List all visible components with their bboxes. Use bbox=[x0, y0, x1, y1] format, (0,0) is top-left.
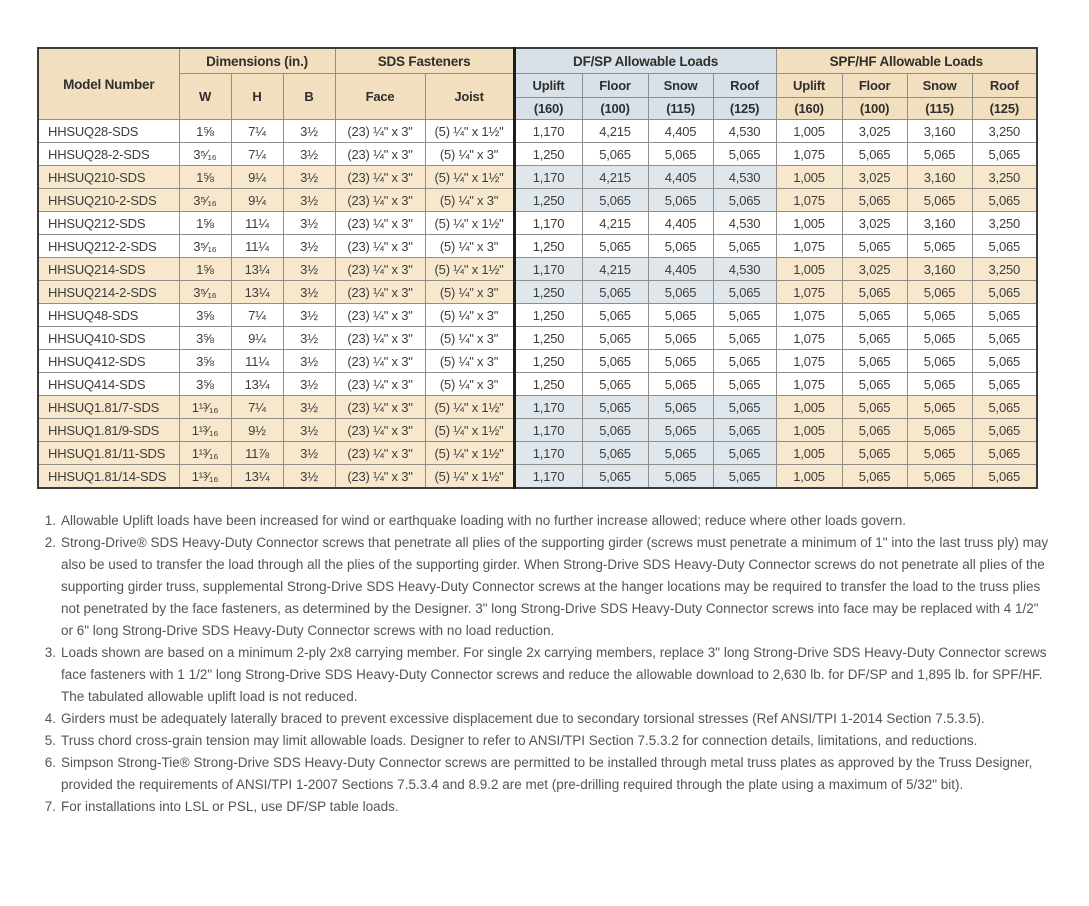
cell-fastener-face: (23) ¼" x 3" bbox=[335, 465, 425, 489]
cell-dfsp-uplift: 1,250 bbox=[514, 143, 582, 166]
cell-model: HHSUQ28-2-SDS bbox=[38, 143, 179, 166]
cell-fastener-face: (23) ¼" x 3" bbox=[335, 419, 425, 442]
cell-dfsp-snow: 5,065 bbox=[648, 189, 713, 212]
cell-dfsp-roof: 5,065 bbox=[713, 189, 776, 212]
cell-dim-b: 3½ bbox=[283, 120, 335, 143]
cell-dim-h: 9½ bbox=[231, 419, 283, 442]
cell-dim-b: 3½ bbox=[283, 465, 335, 489]
header-spfhf-sub-roof: (125) bbox=[972, 98, 1037, 120]
table-body bbox=[38, 120, 1037, 489]
table-row bbox=[38, 373, 1037, 396]
cell-spfhf-snow: 5,065 bbox=[907, 350, 972, 373]
cell-dfsp-roof: 5,065 bbox=[713, 419, 776, 442]
cell-dfsp-snow: 5,065 bbox=[648, 143, 713, 166]
cell-dim-w: 3⁵⁄₁₆ bbox=[179, 189, 231, 212]
cell-dim-b: 3½ bbox=[283, 189, 335, 212]
cell-dfsp-floor: 5,065 bbox=[582, 143, 648, 166]
cell-fastener-face: (23) ¼" x 3" bbox=[335, 396, 425, 419]
footnote bbox=[38, 796, 1050, 818]
load-table-wrap bbox=[37, 47, 1038, 489]
footnote bbox=[38, 708, 1050, 730]
table-row bbox=[38, 281, 1037, 304]
cell-fastener-joist: (5) ¼" x 3" bbox=[425, 235, 514, 258]
cell-spfhf-floor: 3,025 bbox=[842, 120, 907, 143]
header-group-dfsp-loads: DF/SP Allowable Loads bbox=[514, 48, 776, 74]
table-row bbox=[38, 189, 1037, 212]
cell-spfhf-uplift: 1,005 bbox=[776, 419, 842, 442]
cell-spfhf-floor: 5,065 bbox=[842, 189, 907, 212]
cell-dim-b: 3½ bbox=[283, 212, 335, 235]
cell-dfsp-floor: 5,065 bbox=[582, 350, 648, 373]
cell-dfsp-uplift: 1,250 bbox=[514, 281, 582, 304]
cell-dim-b: 3½ bbox=[283, 373, 335, 396]
cell-model: HHSUQ212-SDS bbox=[38, 212, 179, 235]
cell-spfhf-floor: 5,065 bbox=[842, 327, 907, 350]
header-dfsp-sub-uplift: (160) bbox=[514, 98, 582, 120]
cell-spfhf-roof: 3,250 bbox=[972, 258, 1037, 281]
cell-dim-h: 9¼ bbox=[231, 166, 283, 189]
cell-spfhf-floor: 5,065 bbox=[842, 373, 907, 396]
cell-spfhf-uplift: 1,075 bbox=[776, 327, 842, 350]
cell-dfsp-floor: 4,215 bbox=[582, 212, 648, 235]
cell-fastener-joist: (5) ¼" x 1½" bbox=[425, 442, 514, 465]
cell-fastener-joist: (5) ¼" x 1½" bbox=[425, 120, 514, 143]
cell-dfsp-floor: 5,065 bbox=[582, 465, 648, 489]
table-row bbox=[38, 350, 1037, 373]
cell-dfsp-roof: 5,065 bbox=[713, 350, 776, 373]
cell-spfhf-roof: 3,250 bbox=[972, 166, 1037, 189]
header-dfsp-sub-snow: (115) bbox=[648, 98, 713, 120]
cell-dfsp-floor: 5,065 bbox=[582, 189, 648, 212]
cell-spfhf-uplift: 1,075 bbox=[776, 350, 842, 373]
footnote-number: 2. bbox=[44, 535, 56, 550]
cell-dim-w: 3⅝ bbox=[179, 350, 231, 373]
cell-spfhf-roof: 5,065 bbox=[972, 189, 1037, 212]
cell-spfhf-snow: 3,160 bbox=[907, 120, 972, 143]
header-spfhf-sub-uplift: (160) bbox=[776, 98, 842, 120]
table-header bbox=[38, 48, 1037, 120]
cell-spfhf-roof: 3,250 bbox=[972, 120, 1037, 143]
cell-dfsp-snow: 5,065 bbox=[648, 373, 713, 396]
cell-dim-w: 3⁵⁄₁₆ bbox=[179, 281, 231, 304]
cell-dim-b: 3½ bbox=[283, 327, 335, 350]
cell-dim-w: 1⅝ bbox=[179, 120, 231, 143]
cell-dfsp-snow: 4,405 bbox=[648, 212, 713, 235]
cell-spfhf-snow: 5,065 bbox=[907, 396, 972, 419]
cell-fastener-joist: (5) ¼" x 3" bbox=[425, 304, 514, 327]
table-row bbox=[38, 166, 1037, 189]
cell-fastener-face: (23) ¼" x 3" bbox=[335, 327, 425, 350]
cell-fastener-face: (23) ¼" x 3" bbox=[335, 442, 425, 465]
cell-dfsp-snow: 5,065 bbox=[648, 281, 713, 304]
header-group-spfhf-loads: SPF/HF Allowable Loads bbox=[776, 48, 1037, 74]
cell-dim-b: 3½ bbox=[283, 258, 335, 281]
cell-spfhf-snow: 5,065 bbox=[907, 419, 972, 442]
cell-dfsp-floor: 4,215 bbox=[582, 166, 648, 189]
cell-spfhf-uplift: 1,005 bbox=[776, 166, 842, 189]
header-spfhf-floor: Floor bbox=[842, 74, 907, 98]
cell-spfhf-roof: 5,065 bbox=[972, 235, 1037, 258]
cell-spfhf-snow: 5,065 bbox=[907, 327, 972, 350]
footnote bbox=[38, 752, 1050, 796]
cell-fastener-face: (23) ¼" x 3" bbox=[335, 166, 425, 189]
cell-dim-w: 1¹³⁄₁₆ bbox=[179, 396, 231, 419]
cell-dfsp-uplift: 1,170 bbox=[514, 120, 582, 143]
cell-spfhf-uplift: 1,005 bbox=[776, 258, 842, 281]
cell-dfsp-snow: 5,065 bbox=[648, 235, 713, 258]
cell-fastener-joist: (5) ¼" x 3" bbox=[425, 281, 514, 304]
cell-dfsp-snow: 5,065 bbox=[648, 304, 713, 327]
cell-spfhf-floor: 5,065 bbox=[842, 281, 907, 304]
cell-dim-w: 3⁵⁄₁₆ bbox=[179, 235, 231, 258]
header-model-number: Model Number bbox=[38, 48, 179, 120]
cell-spfhf-roof: 5,065 bbox=[972, 419, 1037, 442]
footnote-number: 5. bbox=[44, 733, 56, 748]
cell-dim-b: 3½ bbox=[283, 166, 335, 189]
footnote bbox=[38, 730, 1050, 752]
cell-spfhf-uplift: 1,075 bbox=[776, 189, 842, 212]
cell-spfhf-floor: 3,025 bbox=[842, 166, 907, 189]
footnote-number: 3. bbox=[44, 645, 56, 660]
header-group-sds-fasteners: SDS Fasteners bbox=[335, 48, 514, 74]
footnote-text: Simpson Strong-Tie® Strong-Drive SDS Heavy-Duty Connector screws are permitted to be installed through metal truss plates as approved by the Truss Designer, provided the requirements of ANSI/TPI 1-2007 Sections 7.5.3.4 and 8.9.2 are met (pre-drilling required through the plate using a maximum of 5/32" bit). bbox=[61, 755, 1033, 792]
cell-fastener-joist: (5) ¼" x 1½" bbox=[425, 258, 514, 281]
header-spfhf-sub-floor: (100) bbox=[842, 98, 907, 120]
cell-spfhf-roof: 5,065 bbox=[972, 304, 1037, 327]
cell-dfsp-uplift: 1,170 bbox=[514, 212, 582, 235]
header-dfsp-uplift: Uplift bbox=[514, 74, 582, 98]
header-group-dimensions: Dimensions (in.) bbox=[179, 48, 335, 74]
cell-spfhf-uplift: 1,005 bbox=[776, 212, 842, 235]
cell-spfhf-roof: 5,065 bbox=[972, 350, 1037, 373]
table-row bbox=[38, 120, 1037, 143]
cell-dfsp-snow: 5,065 bbox=[648, 442, 713, 465]
cell-spfhf-floor: 5,065 bbox=[842, 143, 907, 166]
cell-dfsp-uplift: 1,170 bbox=[514, 396, 582, 419]
cell-dim-w: 3⅝ bbox=[179, 304, 231, 327]
cell-dfsp-floor: 5,065 bbox=[582, 419, 648, 442]
cell-fastener-joist: (5) ¼" x 3" bbox=[425, 373, 514, 396]
cell-dfsp-uplift: 1,250 bbox=[514, 373, 582, 396]
allowable-loads-table bbox=[37, 47, 1038, 489]
cell-model: HHSUQ48-SDS bbox=[38, 304, 179, 327]
cell-model: HHSUQ210-SDS bbox=[38, 166, 179, 189]
cell-dfsp-floor: 5,065 bbox=[582, 442, 648, 465]
header-col-h: H bbox=[231, 74, 283, 120]
cell-spfhf-roof: 5,065 bbox=[972, 143, 1037, 166]
cell-dfsp-snow: 5,065 bbox=[648, 419, 713, 442]
cell-spfhf-roof: 5,065 bbox=[972, 396, 1037, 419]
header-spfhf-snow: Snow bbox=[907, 74, 972, 98]
table-row bbox=[38, 327, 1037, 350]
cell-spfhf-roof: 3,250 bbox=[972, 212, 1037, 235]
cell-dim-h: 11⅞ bbox=[231, 442, 283, 465]
cell-spfhf-snow: 5,065 bbox=[907, 189, 972, 212]
cell-dim-w: 1¹³⁄₁₆ bbox=[179, 419, 231, 442]
cell-fastener-face: (23) ¼" x 3" bbox=[335, 189, 425, 212]
cell-fastener-joist: (5) ¼" x 3" bbox=[425, 327, 514, 350]
header-spfhf-roof: Roof bbox=[972, 74, 1037, 98]
footnote-text: Strong-Drive® SDS Heavy-Duty Connector screws that penetrate all plies of the supporting girder (screws must penetrate a minimum of 1" into the last truss ply) may also be used to transfer the load through all the plies of the supporting girder. When Strong-Drive SDS Heavy-Duty Connector screws do not penetrate all plies of the supporting girder truss, supplemental Strong-Drive SDS Heavy-Duty Connector screws at the hanger locations may be required to transfer the load to the truss plies not penetrated by the face fasteners, as determined by the Designer. 3" long Strong-Drive SDS Heavy-Duty Connector screws into face may be replaced with 4 1/2" or 6" long Strong-Drive SDS Heavy-Duty Connector screws with no load reduction. bbox=[61, 535, 1049, 638]
cell-model: HHSUQ1.81/9-SDS bbox=[38, 419, 179, 442]
table-row bbox=[38, 465, 1037, 489]
cell-fastener-face: (23) ¼" x 3" bbox=[335, 212, 425, 235]
cell-dfsp-snow: 5,065 bbox=[648, 350, 713, 373]
cell-dim-h: 11¼ bbox=[231, 350, 283, 373]
cell-dfsp-uplift: 1,170 bbox=[514, 465, 582, 489]
cell-dim-h: 7¼ bbox=[231, 143, 283, 166]
cell-dim-h: 13¼ bbox=[231, 373, 283, 396]
cell-dfsp-uplift: 1,170 bbox=[514, 258, 582, 281]
cell-dim-h: 13¼ bbox=[231, 465, 283, 489]
table-row bbox=[38, 304, 1037, 327]
cell-dfsp-roof: 5,065 bbox=[713, 235, 776, 258]
cell-dfsp-roof: 5,065 bbox=[713, 396, 776, 419]
table-row bbox=[38, 258, 1037, 281]
cell-fastener-face: (23) ¼" x 3" bbox=[335, 143, 425, 166]
cell-spfhf-uplift: 1,005 bbox=[776, 442, 842, 465]
cell-fastener-joist: (5) ¼" x 1½" bbox=[425, 212, 514, 235]
cell-model: HHSUQ212-2-SDS bbox=[38, 235, 179, 258]
cell-model: HHSUQ412-SDS bbox=[38, 350, 179, 373]
cell-model: HHSUQ1.81/14-SDS bbox=[38, 465, 179, 489]
cell-dim-w: 3⁵⁄₁₆ bbox=[179, 143, 231, 166]
cell-dfsp-floor: 4,215 bbox=[582, 258, 648, 281]
cell-fastener-face: (23) ¼" x 3" bbox=[335, 281, 425, 304]
cell-dfsp-uplift: 1,250 bbox=[514, 350, 582, 373]
header-dfsp-sub-roof: (125) bbox=[713, 98, 776, 120]
cell-dfsp-uplift: 1,250 bbox=[514, 304, 582, 327]
cell-fastener-face: (23) ¼" x 3" bbox=[335, 258, 425, 281]
cell-spfhf-uplift: 1,075 bbox=[776, 143, 842, 166]
cell-dim-b: 3½ bbox=[283, 235, 335, 258]
cell-dfsp-roof: 5,065 bbox=[713, 327, 776, 350]
cell-dim-h: 9¼ bbox=[231, 327, 283, 350]
cell-spfhf-snow: 5,065 bbox=[907, 465, 972, 489]
header-dfsp-roof: Roof bbox=[713, 74, 776, 98]
cell-model: HHSUQ214-SDS bbox=[38, 258, 179, 281]
footnote bbox=[38, 510, 1050, 532]
footnote-number: 4. bbox=[44, 711, 56, 726]
cell-fastener-face: (23) ¼" x 3" bbox=[335, 235, 425, 258]
cell-spfhf-snow: 5,065 bbox=[907, 442, 972, 465]
cell-fastener-joist: (5) ¼" x 3" bbox=[425, 189, 514, 212]
cell-fastener-face: (23) ¼" x 3" bbox=[335, 350, 425, 373]
footnote-number: 7. bbox=[44, 799, 56, 814]
cell-dim-h: 13¼ bbox=[231, 258, 283, 281]
cell-model: HHSUQ1.81/11-SDS bbox=[38, 442, 179, 465]
cell-dfsp-roof: 5,065 bbox=[713, 281, 776, 304]
cell-spfhf-uplift: 1,075 bbox=[776, 281, 842, 304]
cell-spfhf-uplift: 1,005 bbox=[776, 120, 842, 143]
cell-spfhf-roof: 5,065 bbox=[972, 281, 1037, 304]
cell-dfsp-uplift: 1,170 bbox=[514, 442, 582, 465]
cell-fastener-face: (23) ¼" x 3" bbox=[335, 120, 425, 143]
cell-spfhf-floor: 3,025 bbox=[842, 258, 907, 281]
footnote-text: Girders must be adequately laterally braced to prevent excessive displacement due to secondary torsional stresses (Ref ANSI/TPI 1-2014 Section 7.5.3.5). bbox=[61, 711, 985, 726]
cell-dfsp-floor: 5,065 bbox=[582, 281, 648, 304]
footnote-number: 1. bbox=[44, 513, 56, 528]
cell-fastener-face: (23) ¼" x 3" bbox=[335, 304, 425, 327]
cell-dim-b: 3½ bbox=[283, 396, 335, 419]
cell-dfsp-floor: 5,065 bbox=[582, 396, 648, 419]
cell-spfhf-roof: 5,065 bbox=[972, 465, 1037, 489]
cell-dim-w: 1⅝ bbox=[179, 166, 231, 189]
table-row bbox=[38, 419, 1037, 442]
header-spfhf-uplift: Uplift bbox=[776, 74, 842, 98]
cell-dim-h: 11¼ bbox=[231, 212, 283, 235]
header-spfhf-sub-snow: (115) bbox=[907, 98, 972, 120]
cell-dim-w: 1¹³⁄₁₆ bbox=[179, 442, 231, 465]
cell-spfhf-floor: 5,065 bbox=[842, 419, 907, 442]
cell-dfsp-snow: 5,065 bbox=[648, 465, 713, 489]
header-col-b: B bbox=[283, 74, 335, 120]
cell-dfsp-roof: 4,530 bbox=[713, 212, 776, 235]
cell-dfsp-roof: 5,065 bbox=[713, 373, 776, 396]
cell-spfhf-floor: 5,065 bbox=[842, 465, 907, 489]
cell-dim-h: 7¼ bbox=[231, 120, 283, 143]
cell-model: HHSUQ210-2-SDS bbox=[38, 189, 179, 212]
cell-dim-w: 1⅝ bbox=[179, 212, 231, 235]
cell-fastener-joist: (5) ¼" x 1½" bbox=[425, 396, 514, 419]
cell-spfhf-roof: 5,065 bbox=[972, 442, 1037, 465]
cell-dfsp-snow: 5,065 bbox=[648, 327, 713, 350]
cell-fastener-joist: (5) ¼" x 1½" bbox=[425, 465, 514, 489]
cell-model: HHSUQ1.81/7-SDS bbox=[38, 396, 179, 419]
header-col-joist: Joist bbox=[425, 74, 514, 120]
cell-dim-w: 3⅝ bbox=[179, 327, 231, 350]
cell-dfsp-floor: 5,065 bbox=[582, 304, 648, 327]
cell-spfhf-floor: 5,065 bbox=[842, 350, 907, 373]
cell-spfhf-uplift: 1,075 bbox=[776, 235, 842, 258]
cell-model: HHSUQ28-SDS bbox=[38, 120, 179, 143]
cell-spfhf-snow: 5,065 bbox=[907, 373, 972, 396]
cell-spfhf-uplift: 1,075 bbox=[776, 304, 842, 327]
cell-dfsp-roof: 5,065 bbox=[713, 304, 776, 327]
table-row bbox=[38, 235, 1037, 258]
footnote-text: For installations into LSL or PSL, use DF/SP table loads. bbox=[61, 799, 399, 814]
cell-dim-h: 7¼ bbox=[231, 304, 283, 327]
header-dfsp-sub-floor: (100) bbox=[582, 98, 648, 120]
cell-fastener-face: (23) ¼" x 3" bbox=[335, 373, 425, 396]
cell-spfhf-snow: 5,065 bbox=[907, 235, 972, 258]
cell-spfhf-floor: 5,065 bbox=[842, 396, 907, 419]
cell-model: HHSUQ214-2-SDS bbox=[38, 281, 179, 304]
cell-dfsp-uplift: 1,250 bbox=[514, 235, 582, 258]
cell-dim-b: 3½ bbox=[283, 143, 335, 166]
cell-spfhf-uplift: 1,005 bbox=[776, 396, 842, 419]
footnote-text: Allowable Uplift loads have been increased for wind or earthquake loading with no further increase allowed; reduce where other loads govern. bbox=[61, 513, 907, 528]
footnotes bbox=[38, 510, 1050, 818]
cell-spfhf-floor: 5,065 bbox=[842, 442, 907, 465]
footnote-text: Loads shown are based on a minimum 2-ply 2x8 carrying member. For single 2x carrying members, replace 3" long Strong-Drive SDS Heavy-Duty Connector screws face fasteners with 1 1/2" long Strong-Drive SDS Heavy-Duty Connector screws and reduce the allowable download to 2,630 lb. for DF/SP and 1,895 lb. for SPF/HF. The tabulated allowable uplift load is not reduced. bbox=[61, 645, 1047, 704]
cell-fastener-joist: (5) ¼" x 1½" bbox=[425, 166, 514, 189]
header-group-row bbox=[38, 48, 1037, 74]
cell-dfsp-snow: 4,405 bbox=[648, 166, 713, 189]
cell-dfsp-roof: 5,065 bbox=[713, 442, 776, 465]
header-dfsp-snow: Snow bbox=[648, 74, 713, 98]
header-dfsp-floor: Floor bbox=[582, 74, 648, 98]
cell-dim-b: 3½ bbox=[283, 304, 335, 327]
cell-spfhf-uplift: 1,075 bbox=[776, 373, 842, 396]
cell-spfhf-snow: 3,160 bbox=[907, 258, 972, 281]
footnote-number: 6. bbox=[44, 755, 56, 770]
footnote bbox=[38, 642, 1050, 708]
cell-dim-w: 1¹³⁄₁₆ bbox=[179, 465, 231, 489]
cell-spfhf-floor: 5,065 bbox=[842, 304, 907, 327]
cell-dim-b: 3½ bbox=[283, 419, 335, 442]
cell-dfsp-snow: 4,405 bbox=[648, 120, 713, 143]
cell-dfsp-roof: 5,065 bbox=[713, 465, 776, 489]
cell-dim-w: 3⅝ bbox=[179, 373, 231, 396]
cell-spfhf-snow: 5,065 bbox=[907, 281, 972, 304]
cell-dfsp-uplift: 1,170 bbox=[514, 419, 582, 442]
cell-spfhf-snow: 3,160 bbox=[907, 212, 972, 235]
cell-dim-h: 11¼ bbox=[231, 235, 283, 258]
cell-dfsp-floor: 5,065 bbox=[582, 327, 648, 350]
cell-dfsp-snow: 4,405 bbox=[648, 258, 713, 281]
cell-dfsp-snow: 5,065 bbox=[648, 396, 713, 419]
cell-dim-b: 3½ bbox=[283, 281, 335, 304]
cell-spfhf-snow: 3,160 bbox=[907, 166, 972, 189]
cell-dfsp-uplift: 1,250 bbox=[514, 327, 582, 350]
cell-dfsp-floor: 5,065 bbox=[582, 373, 648, 396]
table-row bbox=[38, 143, 1037, 166]
footnote-text: Truss chord cross-grain tension may limit allowable loads. Designer to refer to ANSI/TPI Section 7.5.3.2 for connection details, limitations, and reductions. bbox=[61, 733, 978, 748]
cell-spfhf-roof: 5,065 bbox=[972, 373, 1037, 396]
cell-spfhf-snow: 5,065 bbox=[907, 304, 972, 327]
header-col-face: Face bbox=[335, 74, 425, 120]
cell-model: HHSUQ414-SDS bbox=[38, 373, 179, 396]
cell-fastener-joist: (5) ¼" x 3" bbox=[425, 350, 514, 373]
cell-spfhf-snow: 5,065 bbox=[907, 143, 972, 166]
cell-dfsp-uplift: 1,170 bbox=[514, 166, 582, 189]
cell-spfhf-floor: 5,065 bbox=[842, 235, 907, 258]
table-row bbox=[38, 396, 1037, 419]
cell-fastener-joist: (5) ¼" x 1½" bbox=[425, 419, 514, 442]
cell-dfsp-uplift: 1,250 bbox=[514, 189, 582, 212]
cell-spfhf-floor: 3,025 bbox=[842, 212, 907, 235]
cell-dim-h: 7¼ bbox=[231, 396, 283, 419]
cell-dfsp-floor: 5,065 bbox=[582, 235, 648, 258]
cell-dfsp-roof: 4,530 bbox=[713, 166, 776, 189]
cell-dim-b: 3½ bbox=[283, 442, 335, 465]
cell-dim-h: 9¼ bbox=[231, 189, 283, 212]
cell-model: HHSUQ410-SDS bbox=[38, 327, 179, 350]
cell-dfsp-roof: 4,530 bbox=[713, 258, 776, 281]
footnote bbox=[38, 532, 1050, 642]
cell-spfhf-uplift: 1,005 bbox=[776, 465, 842, 489]
table-row bbox=[38, 212, 1037, 235]
cell-dfsp-floor: 4,215 bbox=[582, 120, 648, 143]
table-row bbox=[38, 442, 1037, 465]
header-col-w: W bbox=[179, 74, 231, 120]
header-labels-row bbox=[38, 74, 1037, 98]
cell-dfsp-roof: 5,065 bbox=[713, 143, 776, 166]
cell-dim-h: 13¼ bbox=[231, 281, 283, 304]
cell-dfsp-roof: 4,530 bbox=[713, 120, 776, 143]
cell-spfhf-roof: 5,065 bbox=[972, 327, 1037, 350]
cell-fastener-joist: (5) ¼" x 3" bbox=[425, 143, 514, 166]
cell-dim-b: 3½ bbox=[283, 350, 335, 373]
cell-dim-w: 1⅝ bbox=[179, 258, 231, 281]
